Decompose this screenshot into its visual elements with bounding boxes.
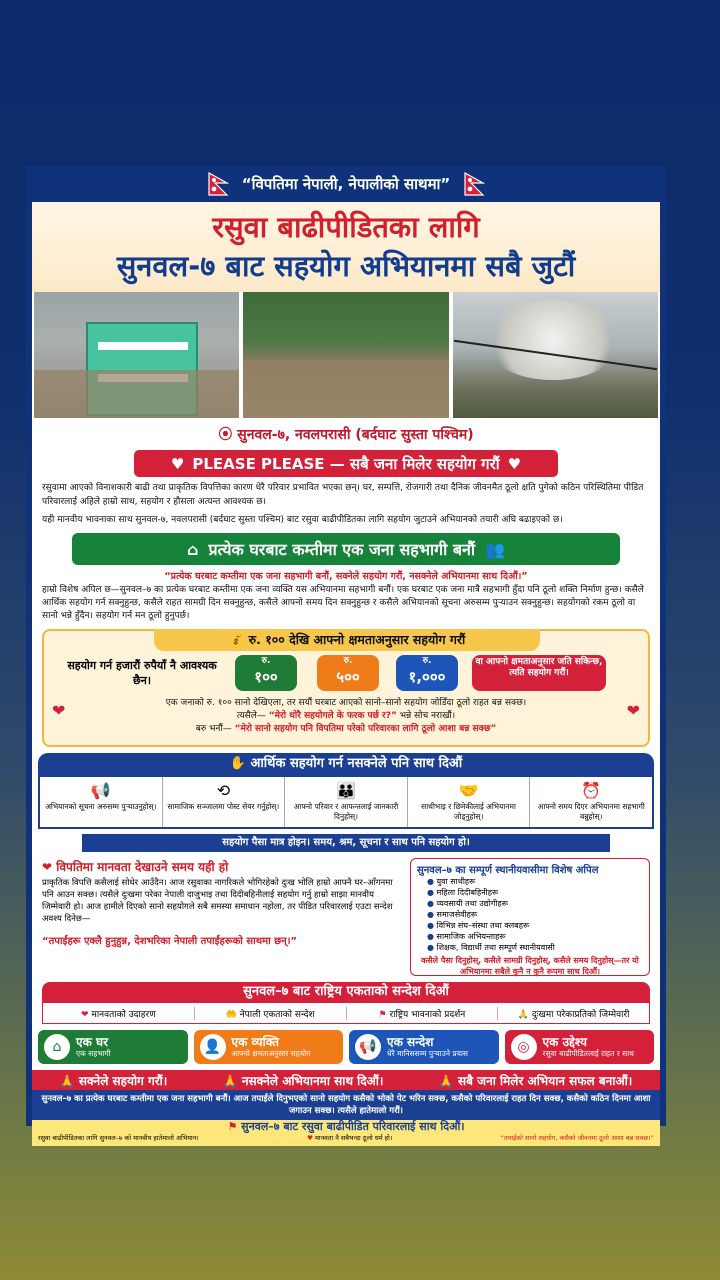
support-item-label: सामाजिक सञ्जालमा पोस्ट सेयर गर्नुहोस्।	[167, 802, 280, 811]
list-item: ● सामाजिक अभियन्ताहरू	[427, 931, 643, 942]
closing-message: सुनवल–७ का प्रत्येक घरबाट कम्तीमा एक जना सहभागी बनौं। आज तपाईंले दिनुभएको सानो सहयोग कसैको भोको पेट भरिन सक्छ, कसैको परिवारलाई राहत दिन सक्छ, कसैको कठिन दिनमा आशा जगाउन सक्छ। त्यसैले हातेमालो गरौं।	[32, 1090, 660, 1120]
appeal-box	[410, 858, 650, 976]
amount-value: १,०००	[408, 668, 446, 686]
amount-other: वा आफ्नो क्षमताअनुसार जति सकिन्छ, त्यति सहयोग गरौं।	[472, 655, 606, 691]
footer-mid-text: मानवता नै सबैभन्दा ठूलो धर्म हो।	[314, 1134, 393, 1142]
humanity-column	[42, 858, 402, 976]
heart-icon: ❤	[42, 860, 57, 874]
pillar-subtitle: रसुवा बाढीपीडितलाई राहत र साथ	[542, 1049, 634, 1058]
humanity-heading	[42, 858, 402, 875]
flood-photo-river	[243, 292, 448, 418]
pray-icon: 🙏	[59, 1073, 79, 1088]
unity-item	[347, 1007, 499, 1020]
flood-photo-house	[34, 292, 239, 418]
amount-value: ५००	[336, 668, 360, 686]
footer-mid	[307, 1133, 392, 1144]
currency-label: रु.	[422, 656, 432, 666]
cta-item	[223, 1072, 384, 1089]
target-icon: ◎	[511, 1034, 537, 1060]
support-banner-text: आर्थिक सहयोग गर्न नसक्नेले पनि साथ दिऔं	[250, 756, 463, 771]
unity-item-label: राष्ट्रिय भावनाको प्रदर्शन	[389, 1009, 466, 1020]
line2-quote: “मेरो थोरै सहयोगले के फरक पर्छ र?”	[268, 711, 397, 721]
flood-photo-splash	[453, 292, 658, 418]
line2-lead: त्यसैले—	[236, 711, 266, 721]
flood-photos	[32, 292, 660, 418]
heart-icon: ♥	[307, 1134, 315, 1142]
pray-icon: 🙏	[438, 1073, 459, 1088]
unity-row	[42, 1002, 650, 1024]
household-banner	[72, 533, 620, 565]
appeal-list	[417, 876, 643, 953]
footer-strip	[32, 1120, 660, 1146]
donation-line-2	[44, 708, 648, 721]
humanity-heading-text: विपतिमा मानवता देखाउने समय यही हो	[56, 860, 229, 874]
cta-text: सक्नेले सहयोग गरौं।	[78, 1073, 168, 1088]
support-row	[38, 775, 654, 829]
help-strip: सहयोग पैसा मात्र होइन। समय, श्रम, सूचना र साथ पनि सहयोग हो।	[82, 834, 610, 852]
support-banner	[38, 753, 654, 775]
home-icon: ⌂	[187, 539, 199, 559]
pillar-message	[349, 1030, 499, 1064]
cta-item	[439, 1072, 632, 1089]
line3-lead: बरु भनौं—	[195, 724, 232, 734]
please-text: PLEASE PLEASE — सबै जना मिलेर सहयोग गरौं	[192, 454, 500, 473]
donation-head	[154, 629, 540, 651]
nepal-flag-icon	[208, 172, 228, 196]
pray-icon: 🙏	[517, 1009, 529, 1020]
donation-line-3	[44, 721, 648, 734]
title-line-2: सुनवल-७ बाट सहयोग अभियानमा सबै जुटौं	[116, 249, 576, 283]
intro-paragraph-2: यही मानवीय भावनाका साथ सुनवल-७, नवलपरासी (बर्दघाट सुस्ता पश्चिम) बाट रसुवा बाढीपीडितका लागि सहयोग जुटाउने अभियानको तयारी अघि बढाइएको छ।	[42, 515, 563, 525]
please-banner	[134, 450, 558, 477]
pillar-title: एक उद्देश्य	[542, 1035, 587, 1049]
amount-100	[235, 655, 297, 691]
pray-icon: 🙏	[222, 1073, 242, 1088]
list-item: ● समाजसेवीहरू	[427, 909, 643, 920]
poster	[26, 166, 666, 1142]
household-banner-text: प्रत्येक घरबाट कम्तीमा एक जना सहभागी बनौं	[208, 540, 476, 559]
footer-bottom	[32, 1133, 660, 1144]
donation-box	[42, 629, 650, 747]
amount-500	[317, 655, 379, 691]
call-to-action-strip	[32, 1070, 660, 1090]
heart-icon: ❤	[52, 701, 66, 720]
pillar-person	[194, 1030, 344, 1064]
cta-text: नसक्नेले अभियानमा साथ दिऔं।	[241, 1073, 384, 1088]
humanity-appeal-section	[32, 858, 660, 976]
cta-item	[60, 1072, 168, 1089]
poster-body	[32, 202, 660, 1142]
heart-icon: ❤	[81, 1009, 89, 1020]
four-pillars	[32, 1030, 660, 1064]
footer-title-text: सुनवल–७ बाट रसुवा बाढीपीडित परिवारलाई साथ दिऔं।	[241, 1120, 465, 1133]
household-quote: “प्रत्येक घरबाट कम्तीमा एक जना सहभागी बनौं, सक्नेले सहयोग गरौं, नसक्नेले अभियानमा साथ दिऔं।”	[164, 571, 528, 582]
flood-water	[34, 370, 239, 418]
hands-icon: 🤲	[225, 1009, 237, 1020]
donation-line-1: एक जनाको रु. १०० सानो देखिएला, तर सयौं घरबाट आएको सानो–सानो सहयोग जोडिँदा ठूलो राहत बन्न सक्छ।	[165, 698, 527, 708]
location-line	[32, 424, 660, 444]
unity-item-label: दुःखमा परेकाप्रतिको जिम्मेवारी	[531, 1009, 630, 1020]
slogan: “विपतिमा नेपाली, नेपालीको साथमा”	[241, 175, 451, 193]
currency-label: रु.	[261, 656, 271, 666]
pillar-subtitle: आफ्नो क्षमताअनुसार सहयोग	[231, 1049, 311, 1058]
poster-top-bar	[26, 166, 666, 202]
heart-icon: ♥	[170, 454, 185, 473]
share-icon: ⟲	[216, 781, 231, 800]
line2-tail: भन्ने सोच नराखौं।	[399, 711, 456, 721]
pillar-home	[38, 1030, 188, 1064]
support-item	[40, 777, 163, 827]
nepal-flag-icon	[464, 172, 484, 196]
heart-icon: ❤	[626, 701, 640, 720]
support-item	[285, 777, 408, 827]
pillar-title: एक सन्देश	[387, 1035, 434, 1049]
location-text: सुनवल-७, नवलपरासी (बर्दघाट सुस्ता पश्चिम)	[237, 427, 474, 443]
pillar-title: एक घर	[76, 1035, 109, 1049]
unity-item	[43, 1007, 195, 1020]
footer-title	[32, 1120, 660, 1133]
household-text: हाम्रो विशेष अपिल छ—सुनवल–७ का प्रत्येक घरबाट कम्तीमा एक जना व्यक्ति यस अभियानमा सहभागी बनौं। एक घरबाट एक जना मात्रै सहभागी हुँदा पनि ठूलो शक्ति निर्माण हुन्छ। कसैले आर्थिक सहयोग गर्न सक्नुहुन्छ, कसैले राहत सामग्री दिन सक्नुहुन्छ, कसैले आफ्नो समय दिन सक्नुहुन्छ र कसैले अभियानको सूचना अरुसम्म पुर्‍याउन सक्नुहुन्छ। सहयोगको रकम ठूलो वा सानो भन्ने हुँदैन। सहयोग गर्न मन ठूलो हुनुपर्छ।	[42, 585, 644, 621]
hands-icon: ✋	[229, 756, 251, 771]
title-area	[32, 202, 660, 292]
home-icon: ⌂	[44, 1034, 70, 1060]
pillar-title: एक व्यक्ति	[231, 1035, 279, 1049]
support-item	[530, 777, 652, 827]
heart-icon: ♥	[507, 454, 522, 473]
pillar-subtitle: धेरै मानिससम्म पुर्‍याउने प्रयास	[387, 1049, 469, 1058]
support-item-label: आफ्नो परिवार र आफन्तलाई जानकारी दिनुहोस्।	[293, 802, 399, 821]
currency-label: रु.	[343, 656, 353, 666]
list-item: ● व्यवसायी तथा उद्योगीहरू	[427, 898, 643, 909]
people-icon: 👥	[485, 539, 505, 559]
pillar-subtitle: एक सहभागी	[76, 1049, 111, 1058]
footer-right: “तपाईंको सानो सहयोग, कसैको जीवनमा ठूलो आशा बन्न सक्छ।”	[500, 1134, 654, 1142]
water-splash	[483, 300, 623, 380]
support-item-label: अभियानको सूचना अरुसम्म पुर्‍याउनुहोस्।	[45, 802, 157, 811]
clock-icon: ⏰	[581, 781, 602, 800]
unity-item-label: नेपाली एकताको सन्देश	[239, 1009, 315, 1020]
unity-banner: सुनवल–७ बाट राष्ट्रिय एकताको सन्देश दिऔं	[42, 982, 650, 1002]
list-item: ● विभिन्न संघ–संस्था तथा क्लबहरू	[427, 920, 643, 931]
person-icon: 👤	[200, 1034, 226, 1060]
line3-quote: “मेरो सानो सहयोग पनि विपतिमा परेको परिवारका लागि ठूलो आशा बन्न सक्छ”	[234, 724, 497, 734]
humanity-text: प्राकृतिक विपत्ति कसैलाई सोधेर आउँदैन। आज रसुवाका नागरिकले भोगिरहेको दुःख भोलि हाम्रो आफ्नै घर–आँगनमा पनि आउन सक्छ। त्यसैले दुःखमा परेका नेपाली दाजुभाइ तथा दिदीबहिनीलाई सहयोग गर्नु हाम्रो साझा मानवीय जिम्मेवारी हो। आज हामीले दिएको सानो सहयोगले सबै समस्या समाधान नहोला, तर पीडित परिवारलाई एउटा सन्देश अवश्य दिनेछ—	[42, 878, 393, 924]
money-bag-icon: 💰	[228, 632, 249, 647]
appeal-heading: सुनवल–७ का सम्पूर्ण स्थानीयवासीमा विशेष अपिल	[417, 865, 599, 876]
megaphone-icon: 📢	[90, 781, 111, 800]
intro-paragraph-1: रसुवामा आएको विनाशकारी बाढी तथा प्राकृतिक विपत्तिका कारण धेरै परिवार प्रभावित भएका छन्। घर, सम्पत्ति, रोजगारी तथा दैनिक जीवनमैत ठूलो क्षति पुगेको कठिन परिस्थितिमा पीडित परिवारलाई अहिले हाम्रो साथ, सहयोग र हौसला अत्यन्त आवश्यक छ।	[42, 483, 644, 507]
flag-icon: ⚑	[227, 1120, 242, 1133]
list-item: ● शिक्षक, विद्यार्थी तथा सम्पूर्ण स्थानीयवासी	[427, 942, 643, 953]
location-pin-icon: ⦿	[218, 427, 238, 443]
need-text: सहयोग गर्न हजारौं रुपैयाँ नै आवश्यक छैन।	[67, 659, 217, 687]
support-item-label: साथीभाइ र छिमेकीलाई अभियानमा जोड्नुहोस्।	[421, 802, 516, 821]
flood-water	[243, 360, 448, 418]
support-item	[163, 777, 286, 827]
humanity-quote: “तपाईंहरू एक्लै हुनुहुन्न, देशभरिका नेपाली तपाईंहरूको साथमा छन्।”	[42, 936, 298, 947]
footer-left: रसुवा बाढीपीडितका लागि सुनवल–७ को मानवीय हातेमालो अभियान।	[38, 1134, 199, 1142]
unity-item	[498, 1007, 649, 1020]
support-item	[408, 777, 531, 827]
unity-item	[195, 1007, 347, 1020]
donation-head-text: रु. १०० देखि आफ्नो क्षमताअनुसार सहयोग गरौं	[248, 632, 466, 647]
list-item: ● युवा साथीहरू	[427, 876, 643, 887]
appeal-foot: कसैले पैसा दिनुहोस्, कसैले सामग्री दिनुहोस्, कसैले समय दिनुहोस्—तर यो अभियानमा सबैले कुनै न कुनै रूपमा साथ दिऔं।	[421, 956, 639, 976]
pillar-goal	[505, 1030, 655, 1064]
megaphone-icon: 📢	[355, 1034, 381, 1060]
unity-item-label: मानवताको उदाहरण	[91, 1009, 156, 1020]
cta-text: सबै जना मिलेर अभियान सफल बनाऔं।	[458, 1073, 633, 1088]
family-icon: 👪	[336, 781, 356, 800]
title-line-1: रसुवा बाढीपीडितका लागि	[212, 210, 480, 244]
list-item: ● महिला दिदीबहिनीहरू	[427, 887, 643, 898]
amount-value: १००	[254, 668, 278, 686]
support-item-label: आफ्नो समय दिएर अभियानमा सहभागी बन्नुहोस्।	[537, 802, 645, 821]
amount-1000	[396, 655, 458, 691]
flag-icon: ⚑	[378, 1009, 387, 1020]
handshake-icon: 🤝	[458, 781, 479, 800]
